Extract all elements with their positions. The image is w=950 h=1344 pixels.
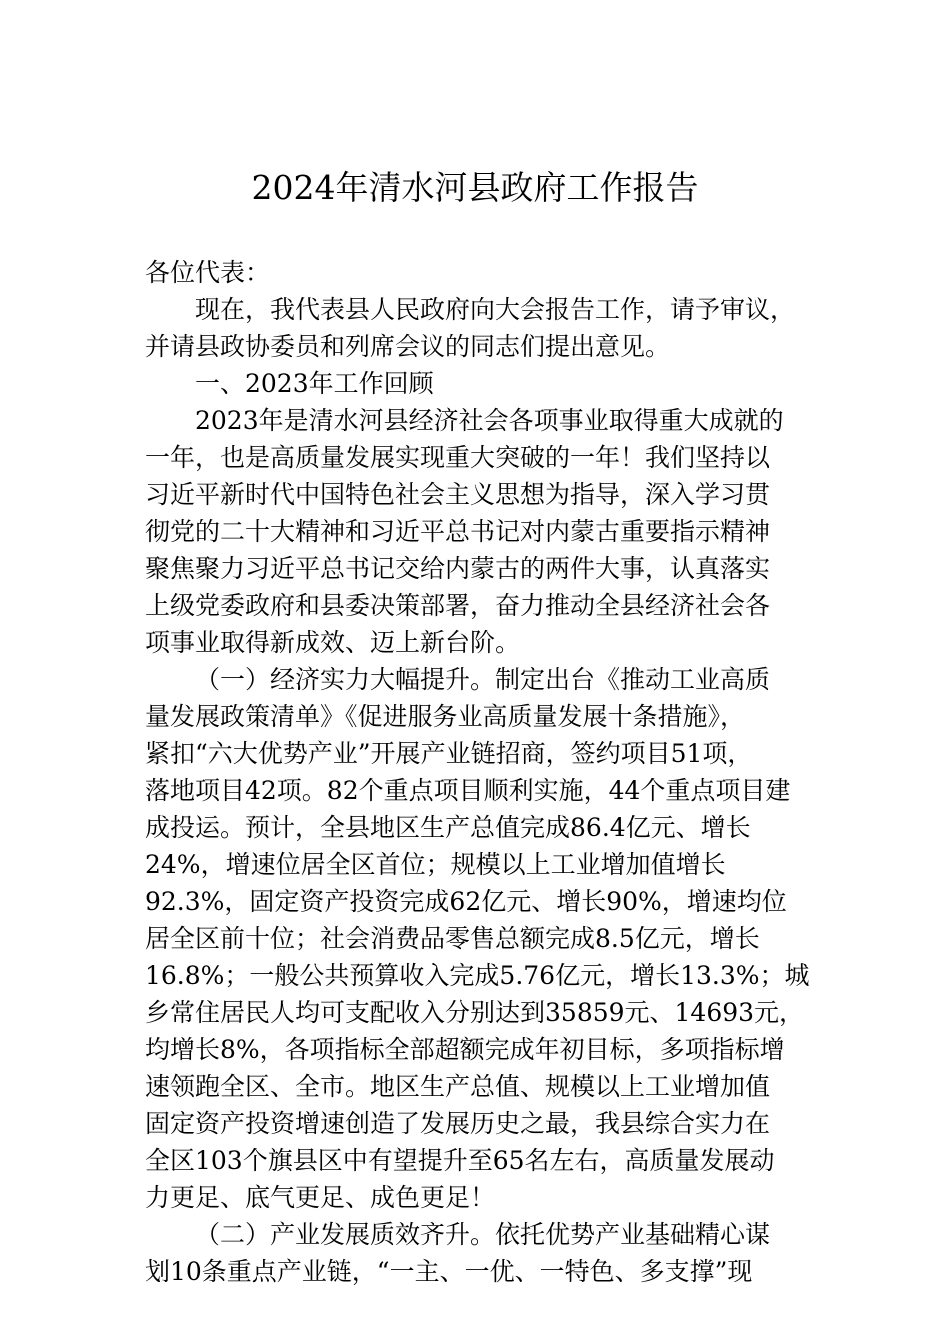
paragraph-line: 成投运。预计，全县地区生产总值完成86.4亿元、增长 — [145, 813, 751, 842]
paragraph-line: 落地项目42项。82个重点项目顺利实施，44个重点项目建 — [145, 776, 791, 805]
paragraph-line: 并请县政协委员和列席会议的同志们提出意见。 — [145, 332, 671, 361]
paragraph-line: 乡常住居民人均可支配收入分别达到35859元、14693元， — [145, 998, 805, 1027]
paragraph-line: 居全区前十位；社会消费品零售总额完成8.5亿元，增长 — [145, 924, 760, 953]
paragraph-line: 一年，也是高质量发展实现重大突破的一年！我们坚持以 — [145, 443, 771, 472]
document-body — [145, 254, 810, 1290]
paragraph-line: （二）产业发展质效齐升。依托优势产业基础精心谋 — [195, 1220, 771, 1249]
paragraph-line: 全区103个旗县区中有望提升至65名左右，高质量发展动 — [145, 1146, 775, 1175]
paragraph-line: 项事业取得新成效、迈上新台阶。 — [145, 628, 521, 657]
paragraph-line: 一、2023年工作回顾 — [195, 369, 434, 398]
paragraph-line: 现在，我代表县人民政府向大会报告工作，请予审议， — [195, 295, 796, 324]
paragraph-line: 固定资产投资增速创造了发展历史之最，我县综合实力在 — [145, 1109, 771, 1138]
paragraph-line: 彻党的二十大精神和习近平总书记对内蒙古重要指示精神 — [145, 517, 771, 546]
paragraph-line: 速领跑全区、全市。地区生产总值、规模以上工业增加值 — [145, 1072, 771, 1101]
paragraph-line: （一）经济实力大幅提升。制定出台《推动工业高质 — [195, 665, 771, 694]
paragraph-line: 习近平新时代中国特色社会主义思想为指导，深入学习贯 — [145, 480, 771, 509]
paragraph-line: 上级党委政府和县委决策部署，奋力推动全县经济社会各 — [145, 591, 771, 620]
paragraph-line: 各位代表： — [145, 258, 271, 287]
paragraph-line: 力更足、底气更足、成色更足！ — [145, 1183, 496, 1212]
paragraph-line: 聚焦聚力习近平总书记交给内蒙古的两件大事，认真落实 — [145, 554, 771, 583]
paragraph-line: 均增长8%，各项指标全部超额完成年初目标，多项指标增 — [145, 1035, 785, 1064]
paragraph-line: 24%，增速位居全区首位；规模以上工业增加值增长 — [145, 850, 726, 879]
paragraph-line: 量发展政策清单》《促进服务业高质量发展十条措施》， — [145, 702, 746, 731]
paragraph-line: 划10条重点产业链，“一主、一优、一特色、多支撑”现 — [145, 1257, 753, 1286]
document-title: 2024年清水河县政府工作报告 — [251, 168, 699, 207]
paragraph-line: 16.8%；一般公共预算收入完成5.76亿元，增长13.3%；城 — [145, 961, 810, 990]
paragraph-line: 2023年是清水河县经济社会各项事业取得重大成就的 — [195, 406, 784, 435]
paragraph-line: 紧扣“六大优势产业”开展产业链招商，签约项目51项， — [145, 739, 753, 768]
paragraph-line: 92.3%，固定资产投资完成62亿元、增长90%，增速均位 — [145, 887, 787, 916]
